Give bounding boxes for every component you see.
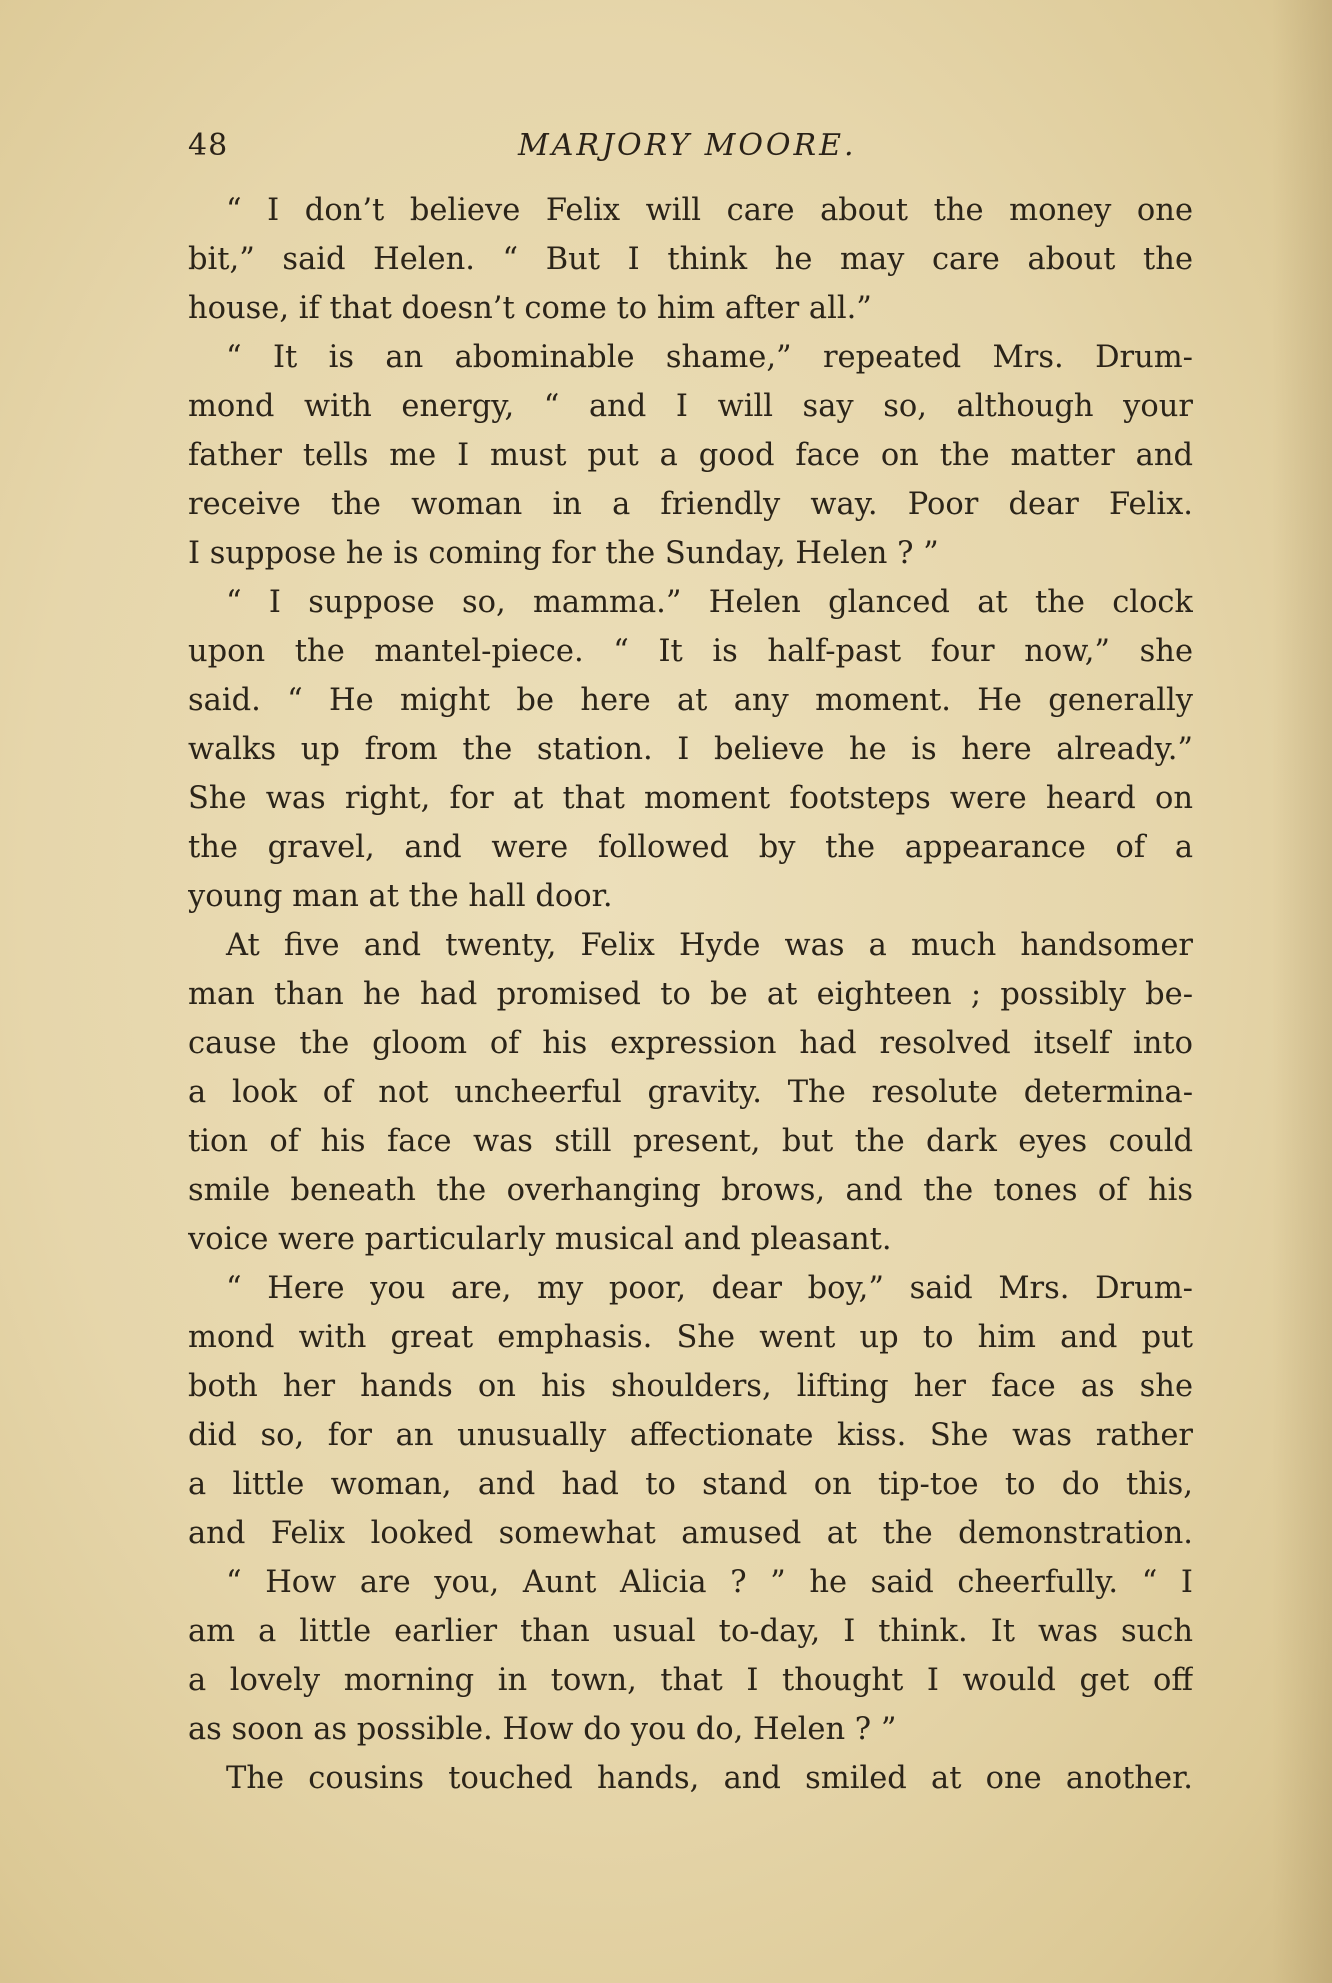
text-line: smile beneath the overhanging brows, and the tones of his [188, 1173, 1193, 1208]
text-line: voice were particularly musical and pleasant. [188, 1222, 892, 1257]
page-number: 48 [188, 128, 229, 163]
text-line: mond with energy, “ and I will say so, although your [188, 389, 1193, 424]
text-line: the gravel, and were followed by the appearance of a [188, 830, 1193, 865]
text-line: mond with great emphasis. She went up to him and put [188, 1320, 1193, 1355]
text-line: as soon as possible. How do you do, Helen ? ” [188, 1712, 897, 1747]
text-line: “ Here you are, my poor, dear boy,” said Mrs. Drum- [226, 1271, 1193, 1306]
text-line: “ It is an abominable shame,” repeated Mrs. Drum- [226, 340, 1193, 375]
text-line: a look of not uncheerful gravity. The resolute determina- [188, 1075, 1193, 1110]
text-line: “ I suppose so, mamma.” Helen glanced at the clock [226, 585, 1193, 620]
text-line: At five and twenty, Felix Hyde was a much handsomer [226, 928, 1193, 963]
text-line: upon the mantel-piece. “ It is half-past four now,” she [188, 634, 1193, 669]
text-line: “ How are you, Aunt Alicia ? ” he said cheerfully. “ I [226, 1565, 1193, 1600]
text-line: bit,” said Helen. “ But I think he may care about the [188, 242, 1193, 277]
text-line: am a little earlier than usual to-day, I think. It was such [188, 1614, 1193, 1649]
text-line: “ I don’t believe Felix will care about the money one [226, 193, 1193, 228]
text-line: father tells me I must put a good face on the matter and [188, 438, 1193, 473]
text-line: receive the woman in a friendly way. Poor dear Felix. [188, 487, 1193, 522]
running-head [188, 120, 1148, 170]
text-line: and Felix looked somewhat amused at the demonstration. [188, 1516, 1193, 1551]
text-line: The cousins touched hands, and smiled at one another. [226, 1761, 1193, 1796]
text-line: did so, for an unusually affectionate kiss. She was rather [188, 1418, 1193, 1453]
text-line: tion of his face was still present, but the dark eyes could [188, 1124, 1193, 1159]
text-line: young man at the hall door. [188, 879, 613, 914]
text-line: both her hands on his shoulders, lifting her face as she [188, 1369, 1193, 1404]
page-edge-shadow [1272, 0, 1332, 1983]
running-title: MARJORY MOORE. [518, 128, 857, 163]
text-line: a lovely morning in town, that I thought I would get off [188, 1663, 1193, 1698]
text-line: man than he had promised to be at eighteen ; possibly be- [188, 977, 1193, 1012]
text-line: cause the gloom of his expression had resolved itself into [188, 1026, 1193, 1061]
text-line: a little woman, and had to stand on tip-toe to do this, [188, 1467, 1193, 1502]
text-line: walks up from the station. I believe he is here already.” [188, 732, 1193, 767]
text-line: She was right, for at that moment footsteps were heard on [188, 781, 1193, 816]
text-line: said. “ He might be here at any moment. He generally [188, 683, 1193, 718]
text-line: I suppose he is coming for the Sunday, Helen ? ” [188, 536, 939, 571]
body-text [188, 186, 1193, 1803]
text-line: house, if that doesn’t come to him after all.” [188, 291, 872, 326]
